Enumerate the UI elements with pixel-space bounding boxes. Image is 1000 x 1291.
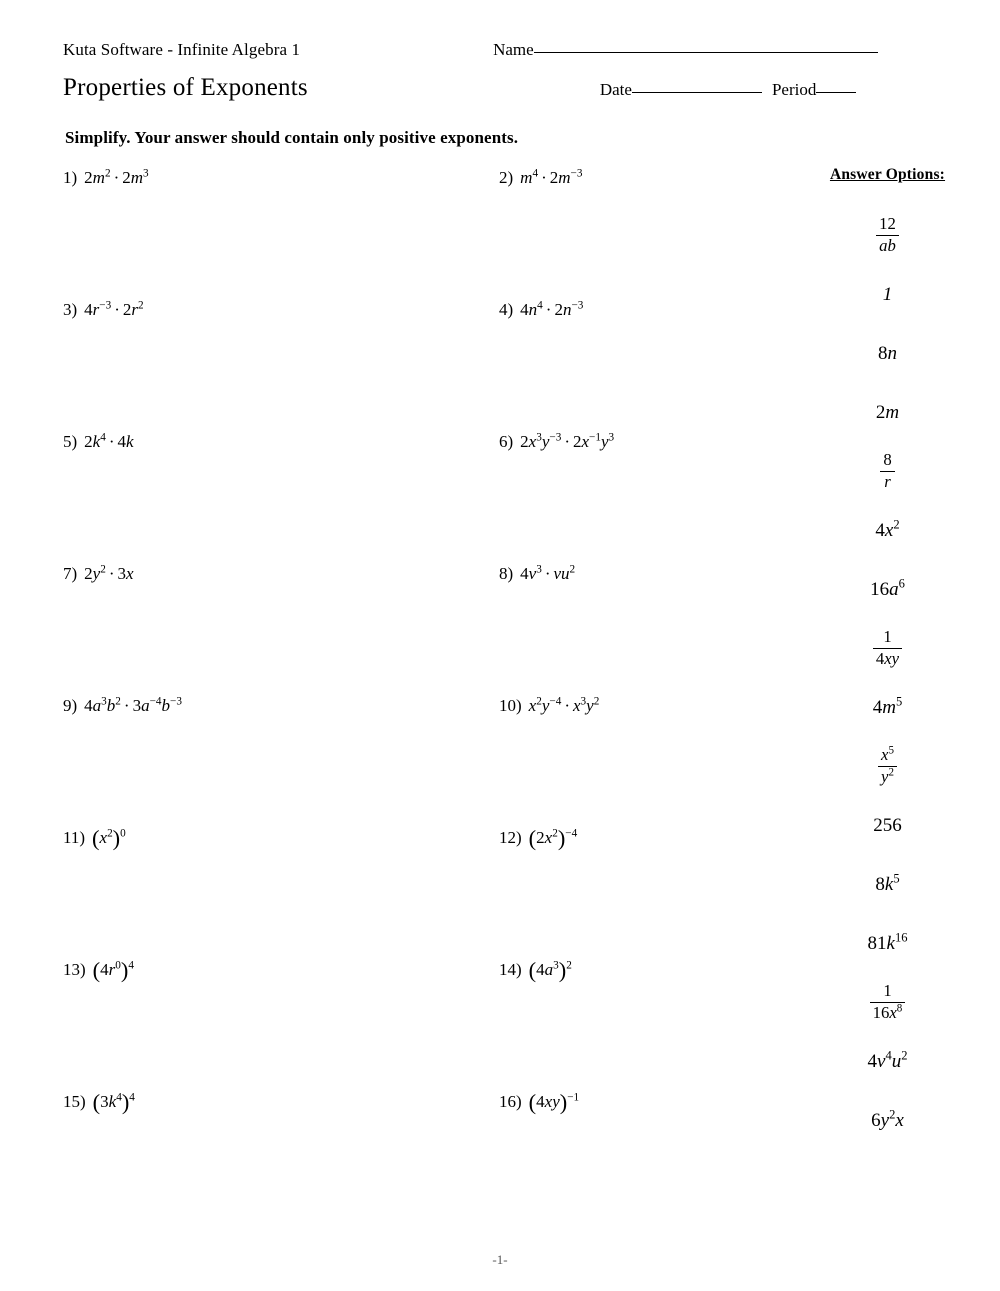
page-title: Properties of Exponents bbox=[63, 74, 308, 101]
fraction bbox=[870, 982, 906, 1022]
problem-expression: $4n^4 \cdot 2n^{-3}$ bbox=[520, 299, 584, 319]
problem-row bbox=[0, 1089, 780, 1224]
problem-expression: $(4r^0)^4$ bbox=[92, 957, 134, 983]
problem-number: 9) bbox=[63, 696, 78, 715]
answer-option-6[interactable] bbox=[800, 501, 975, 560]
problem-expression: $4a^3b^2 \cdot 3a^{-4}b^{-3}$ bbox=[84, 695, 182, 715]
fraction-denominator: r bbox=[884, 472, 891, 491]
problem-expression: $(2x^2)^{-4}$ bbox=[528, 825, 578, 851]
answer-option-10[interactable] bbox=[800, 737, 975, 796]
answer-option-12[interactable] bbox=[800, 855, 975, 914]
answer-option-1[interactable] bbox=[800, 206, 975, 265]
worksheet-header bbox=[63, 40, 943, 102]
problem-expression: $2y^2 \cdot 3x$ bbox=[84, 563, 134, 583]
problem-expression: $2x^3y^{-3} \cdot 2x^{-1}y^3$ bbox=[520, 431, 615, 451]
answer-value: $6y^2x$ bbox=[871, 1107, 904, 1131]
problem-number: 13) bbox=[63, 960, 86, 979]
date-input-line[interactable] bbox=[632, 92, 762, 93]
answer-options-panel bbox=[800, 166, 975, 1150]
answer-value: 2m bbox=[875, 401, 900, 423]
answer-value: $8k^5$ bbox=[875, 871, 900, 895]
problem-number: 8) bbox=[499, 564, 514, 583]
problem-item-6 bbox=[499, 432, 614, 452]
answer-value: $4x^2$ bbox=[875, 517, 900, 541]
answer-value: $4v^4u^2$ bbox=[867, 1048, 908, 1072]
page-number-footer: -1- bbox=[492, 1252, 508, 1267]
problem-expression: $(x^2)^0$ bbox=[92, 825, 126, 851]
problem-item-12 bbox=[499, 825, 578, 851]
problem-number: 16) bbox=[499, 1092, 522, 1111]
problem-number: 1) bbox=[63, 168, 78, 187]
answer-options-title: Answer Options: bbox=[829, 166, 946, 183]
problem-list bbox=[0, 168, 780, 1224]
fraction-numerator: 12 bbox=[876, 215, 899, 236]
fraction-numerator: 1 bbox=[873, 628, 902, 649]
name-input-line[interactable] bbox=[534, 52, 878, 53]
problem-expression: $x^2y^{-4} \cdot x^3y^2$ bbox=[528, 695, 600, 715]
publisher-line: Kuta Software - Infinite Algebra 1 bbox=[63, 40, 301, 59]
problem-item-3 bbox=[63, 300, 144, 320]
problem-number: 15) bbox=[63, 1092, 86, 1111]
problem-number: 10) bbox=[499, 696, 522, 715]
problem-item-4 bbox=[499, 300, 583, 320]
problem-item-14 bbox=[499, 957, 572, 983]
problem-number: 4) bbox=[499, 300, 514, 319]
answer-value: 256 bbox=[873, 814, 902, 836]
fraction bbox=[876, 215, 899, 255]
answer-option-5[interactable] bbox=[800, 442, 975, 501]
problem-row bbox=[0, 168, 780, 300]
answer-option-3[interactable] bbox=[800, 324, 975, 383]
problem-row bbox=[0, 432, 780, 564]
problem-expression: $(4a^3)^2$ bbox=[528, 957, 572, 983]
problem-row bbox=[0, 300, 780, 432]
problem-item-10 bbox=[499, 696, 599, 716]
date-label: Date bbox=[599, 80, 632, 99]
answer-value: $81k^{16}$ bbox=[867, 930, 908, 954]
problem-row bbox=[0, 825, 780, 960]
period-label: Period bbox=[771, 80, 817, 99]
problem-expression: $4r^{-3} \cdot 2r^2$ bbox=[84, 299, 144, 319]
fraction-denominator: $16x^8$ bbox=[872, 1002, 903, 1022]
period-input-line[interactable] bbox=[816, 92, 856, 93]
problem-number: 3) bbox=[63, 300, 78, 319]
problem-number: 11) bbox=[63, 828, 86, 847]
fraction-denominator: $y^2$ bbox=[881, 766, 894, 786]
fraction bbox=[873, 628, 902, 668]
problem-row bbox=[0, 957, 780, 1092]
problem-expression: $(4xy)^{-1}$ bbox=[528, 1089, 580, 1115]
problem-expression: $(3k^4)^4$ bbox=[92, 1089, 135, 1115]
problem-number: 14) bbox=[499, 960, 522, 979]
problem-number: 5) bbox=[63, 432, 78, 451]
problem-expression: $4v^3 \cdot vu^2$ bbox=[520, 563, 576, 583]
answer-option-7[interactable] bbox=[800, 560, 975, 619]
problem-item-5 bbox=[63, 432, 134, 452]
answer-option-9[interactable] bbox=[800, 678, 975, 737]
problem-row bbox=[0, 696, 780, 828]
problem-expression: $m^4 \cdot 2m^{-3}$ bbox=[520, 167, 583, 187]
fraction-numerator: $x^5$ bbox=[878, 746, 897, 767]
problem-item-8 bbox=[499, 564, 575, 584]
fraction-denominator: ab bbox=[879, 236, 896, 255]
fraction bbox=[880, 451, 894, 491]
answer-value: $4m^5$ bbox=[872, 694, 903, 718]
problem-number: 7) bbox=[63, 564, 78, 583]
date-period-group bbox=[600, 80, 856, 100]
fraction-numerator: 8 bbox=[880, 451, 894, 472]
answer-value: 8n bbox=[878, 342, 897, 364]
name-field-group bbox=[493, 40, 878, 60]
problem-item-13 bbox=[63, 957, 134, 983]
fraction-denominator: 4xy bbox=[875, 649, 900, 668]
answer-option-16[interactable] bbox=[800, 1091, 975, 1150]
answer-option-14[interactable] bbox=[800, 973, 975, 1032]
answer-option-13[interactable] bbox=[800, 914, 975, 973]
name-label: Name bbox=[493, 40, 534, 59]
problem-expression: $2m^2 \cdot 2m^3$ bbox=[84, 167, 149, 187]
header-row-title bbox=[63, 74, 943, 102]
problem-item-2 bbox=[499, 168, 582, 188]
answer-option-15[interactable] bbox=[800, 1032, 975, 1091]
answer-option-11[interactable] bbox=[800, 796, 975, 855]
answer-option-8[interactable] bbox=[800, 619, 975, 678]
instructions-text: Simplify. Your answer should contain only positive exponents. bbox=[65, 128, 519, 147]
problem-number: 6) bbox=[499, 432, 514, 451]
problem-number: 2) bbox=[499, 168, 514, 187]
header-row-top bbox=[63, 40, 943, 60]
problem-number: 12) bbox=[499, 828, 522, 847]
problem-item-11 bbox=[63, 825, 126, 851]
answer-value: $16a^6$ bbox=[870, 576, 905, 600]
fraction-numerator: 1 bbox=[870, 982, 906, 1003]
answer-value: 1 bbox=[882, 283, 893, 305]
problem-item-1 bbox=[63, 168, 149, 188]
answer-option-2[interactable] bbox=[800, 265, 975, 324]
answer-option-4[interactable] bbox=[800, 383, 975, 442]
problem-item-15 bbox=[63, 1089, 135, 1115]
problem-expression: $2k^4 \cdot 4k$ bbox=[84, 431, 134, 451]
problem-row bbox=[0, 564, 780, 696]
problem-item-16 bbox=[499, 1089, 580, 1115]
fraction bbox=[878, 746, 897, 786]
problem-item-7 bbox=[63, 564, 134, 584]
problem-item-9 bbox=[63, 696, 182, 716]
